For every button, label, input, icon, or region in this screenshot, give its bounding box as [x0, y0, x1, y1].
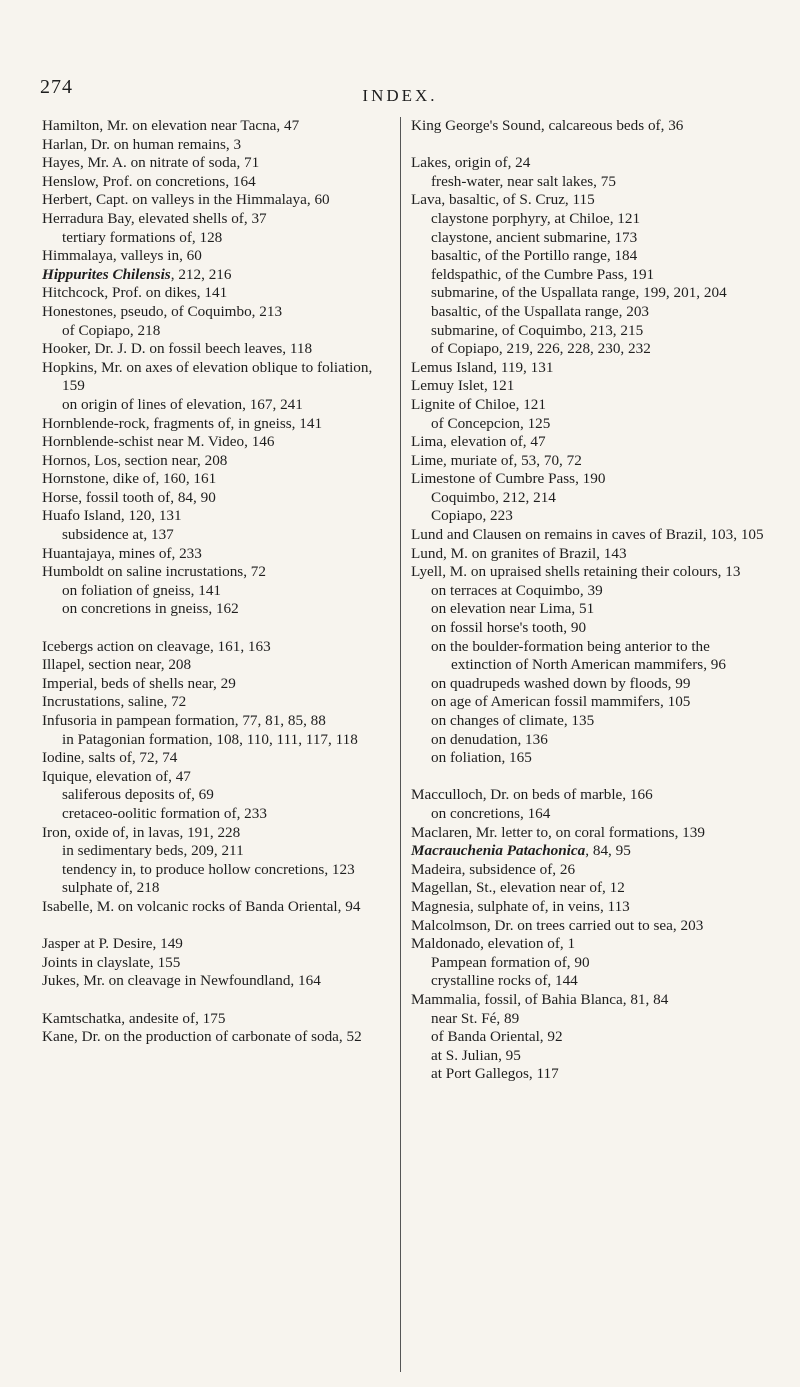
index-entry: Icebergs action on cleavage, 161, 163 [42, 637, 271, 655]
index-subentry: near St. Fé, 89 [431, 1009, 520, 1027]
index-subentry: of Copiapo, 219, 226, 228, 230, 232 [431, 340, 651, 358]
index-entry: Lima, elevation of, 47 [411, 433, 546, 451]
index-entry: Infusoria in pampean formation, 77, 81, 85, 88 [42, 712, 326, 729]
index-subentry: submarine, of the Uspallata range, 199, 201, 204 [431, 284, 727, 302]
index-entry: Hopkins, Mr. on axes of elevation oblique to foliation, 159 [42, 358, 373, 395]
index-subentry: Coquimbo, 212, 214 [431, 488, 556, 506]
index-subentry: basaltic, of the Portillo range, 184 [431, 247, 638, 265]
index-entry: Joints in clayslate, 155 [42, 953, 181, 971]
index-subentry: at S. Julian, 95 [431, 1046, 521, 1064]
index-entry: Huantajaya, mines of, 233 [42, 544, 202, 562]
index-entry: Lund and Clausen on remains in caves of Brazil, 103, 105 [411, 526, 764, 544]
index-entry: Huafo Island, 120, 131 [42, 507, 182, 525]
index-entry: Lime, muriate of, 53, 70, 72 [411, 451, 582, 469]
right-letter-group [411, 154, 773, 768]
index-subentry: on denudation, 136 [431, 730, 548, 748]
running-head: INDEX. [362, 86, 438, 105]
index-entry: Lemuy Islet, 121 [411, 377, 515, 395]
index-subentry: on quadrupeds washed down by floods, 99 [431, 674, 691, 692]
index-subentry: claystone porphyry, at Chiloe, 121 [431, 209, 641, 227]
index-subentry: basaltic, of the Uspallata range, 203 [431, 302, 650, 320]
index-entry: Illapel, section near, 208 [42, 656, 192, 674]
index-subentry: of Concepcion, 125 [431, 414, 551, 432]
index-subentry: tertiary formations of, 128 [62, 228, 223, 246]
index-subentry: on terraces at Coquimbo, 39 [431, 581, 603, 599]
index-entry: Hornos, Los, section near, 208 [42, 451, 228, 469]
page-number: 274 [40, 76, 73, 98]
index-entry: Lyell, M. on upraised shells retaining their colours, 13 [411, 563, 741, 581]
index-entry: Iron, oxide of, in lavas, 191, 228 [42, 823, 241, 841]
index-entry: Incrustations, saline, 72 [42, 693, 187, 711]
index-entry: Mammalia, fossil, of Bahia Blanca, 81, 84 [411, 990, 669, 1008]
index-entry: Magellan, St., elevation near of, 12 [411, 879, 625, 897]
index-entry: Jasper at P. Desire, 149 [42, 935, 183, 953]
index-entry: Malcolmson, Dr. on trees carried out to sea, 203 [411, 916, 704, 934]
index-entry: Kane, Dr. on the production of carbonate of soda, 52 [42, 1028, 362, 1046]
index-entry: Hippurites Chilensis, 212, 216 [42, 265, 232, 283]
index-subentry: submarine, of Coquimbo, 213, 215 [431, 321, 644, 339]
index-entry: Lava, basaltic, of S. Cruz, 115 [411, 191, 595, 209]
index-entry: Hitchcock, Prof. on dikes, 141 [42, 284, 228, 302]
index-entry: Macculloch, Dr. on beds of marble, 166 [411, 786, 653, 804]
index-subentry: subsidence at, 137 [62, 526, 174, 544]
index-entry: Hornstone, dike of, 160, 161 [42, 470, 217, 488]
index-subentry: fresh-water, near salt lakes, 75 [431, 172, 616, 190]
index-entry: Imperial, beds of shells near, 29 [42, 674, 236, 692]
index-column-left [42, 117, 384, 1047]
index-entry: Hamilton, Mr. on elevation near Tacna, 47 [42, 117, 300, 134]
index-entry: Hooker, Dr. J. D. on fossil beech leaves, 118 [42, 340, 313, 358]
index-entry: Iodine, salts of, 72, 74 [42, 749, 178, 767]
index-subentry: on changes of climate, 135 [431, 712, 595, 729]
index-subentry: feldspathic, of the Cumbre Pass, 191 [431, 265, 655, 283]
right-letter-group [411, 786, 773, 1084]
index-subentry: in Patagonian formation, 108, 110, 111, 117, 118 [62, 730, 358, 748]
index-entry: Lund, M. on granites of Brazil, 143 [411, 544, 627, 562]
index-entry: Lemus Island, 119, 131 [411, 358, 554, 376]
index-subentry: on foliation, 165 [431, 749, 532, 767]
index-entry: Herbert, Capt. on valleys in the Himmalaya, 60 [42, 191, 330, 209]
index-entry: Macrauchenia Patachonica, 84, 95 [411, 842, 631, 860]
index-entry: Horse, fossil tooth of, 84, 90 [42, 488, 216, 506]
index-subentry: on fossil horse's tooth, 90 [431, 619, 587, 637]
index-subentry: on the boulder-formation being anterior to the extinction of North American mammifers, 96 [431, 637, 726, 674]
index-subentry: on concretions in gneiss, 162 [62, 600, 239, 618]
index-entry: Maldonado, elevation of, 1 [411, 935, 576, 953]
index-entry: Maclaren, Mr. letter to, on coral formations, 139 [411, 823, 705, 841]
index-entry: Limestone of Cumbre Pass, 190 [411, 470, 606, 488]
index-entry: Lakes, origin of, 24 [411, 154, 531, 172]
index-subentry: sulphate of, 218 [62, 879, 160, 897]
left-letter-group [42, 117, 384, 619]
index-subentry: crystalline rocks of, 144 [431, 972, 578, 990]
index-subentry: of Copiapo, 218 [62, 321, 161, 339]
index-entry: Henslow, Prof. on concretions, 164 [42, 172, 256, 190]
index-subentry: Pampean formation of, 90 [431, 953, 590, 971]
index-entry: Iquique, elevation of, 47 [42, 767, 191, 785]
index-entry: Jukes, Mr. on cleavage in Newfoundland, 164 [42, 972, 321, 990]
index-subentry: on foliation of gneiss, 141 [62, 581, 222, 599]
index-subentry: of Banda Oriental, 92 [431, 1028, 563, 1046]
index-subentry: in sedimentary beds, 209, 211 [62, 842, 244, 860]
index-entry: King George's Sound, calcareous beds of, 36 [411, 117, 684, 134]
index-entry: Lignite of Chiloe, 121 [411, 395, 546, 413]
index-entry: Hornblende-schist near M. Video, 146 [42, 433, 275, 451]
index-entry: Isabelle, M. on volcanic rocks of Banda Oriental, 94 [42, 897, 361, 915]
index-subentry: tendency in, to produce hollow concretions, 123 [62, 860, 355, 878]
right-letter-group [411, 117, 773, 136]
index-subentry: cretaceo-oolitic formation of, 233 [62, 804, 267, 822]
index-subentry: claystone, ancient submarine, 173 [431, 228, 638, 246]
index-entry: Madeira, subsidence of, 26 [411, 860, 576, 878]
left-letter-group [42, 1010, 384, 1047]
index-entry: Hornblende-rock, fragments of, in gneiss, 141 [42, 414, 323, 432]
index-entry: Himmalaya, valleys in, 60 [42, 247, 202, 265]
left-letter-group [42, 935, 384, 991]
index-entry: Magnesia, sulphate of, in veins, 113 [411, 897, 630, 915]
index-subentry: Copiapo, 223 [431, 507, 513, 525]
index-subentry: on origin of lines of elevation, 167, 241 [62, 395, 303, 413]
index-entry: Herradura Bay, elevated shells of, 37 [42, 209, 267, 227]
index-subentry: saliferous deposits of, 69 [62, 786, 214, 804]
left-letter-group [42, 638, 384, 917]
index-entry: Hayes, Mr. A. on nitrate of soda, 71 [42, 154, 260, 172]
index-column-right [400, 117, 773, 1372]
index-entry: Harlan, Dr. on human remains, 3 [42, 135, 242, 153]
index-entry: Kamtschatka, andesite of, 175 [42, 1009, 226, 1027]
index-entry: Honestones, pseudo, of Coquimbo, 213 [42, 302, 283, 320]
index-subentry: on concretions, 164 [431, 804, 551, 822]
index-subentry: on elevation near Lima, 51 [431, 600, 595, 618]
index-subentry: at Port Gallegos, 117 [431, 1065, 559, 1083]
index-subentry: on age of American fossil mammifers, 105 [431, 693, 691, 711]
index-entry: Humboldt on saline incrustations, 72 [42, 563, 266, 581]
